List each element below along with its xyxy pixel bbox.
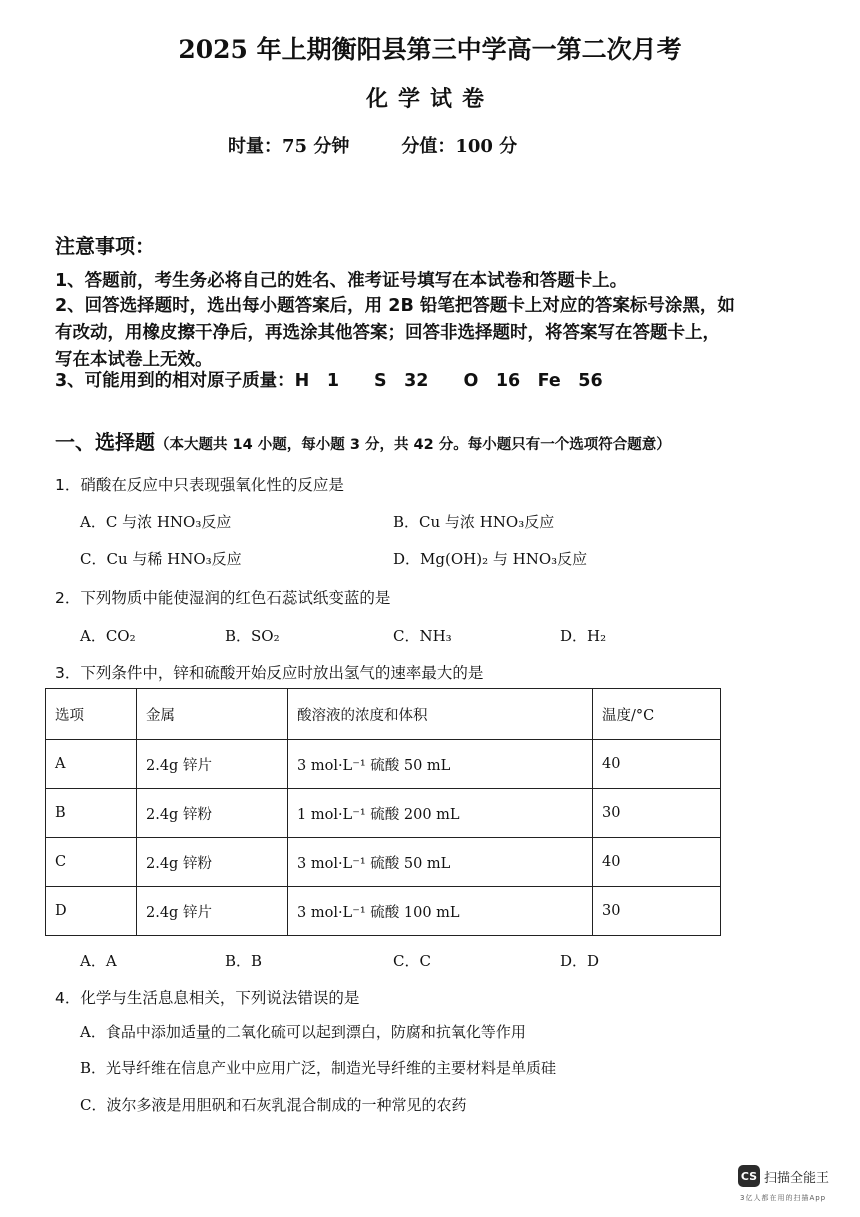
question-2-option-a: A．CO₂ bbox=[80, 627, 136, 645]
table-row bbox=[46, 789, 721, 838]
question-4-option-a: A．食品中添加适量的二氧化硫可以起到漂白，防腐和抗氧化等作用 bbox=[80, 1023, 526, 1041]
question-2-stem: 2．下列物质中能使湿润的红色石蕊试纸变蓝的是 bbox=[55, 589, 391, 607]
table-row bbox=[46, 740, 721, 789]
watermark-tagline: 3亿人都在用的扫描App bbox=[740, 1194, 827, 1202]
question-3-option-d: D．D bbox=[560, 952, 600, 970]
question-3-option-c: C．C bbox=[393, 952, 431, 970]
table-cell: C bbox=[46, 838, 137, 887]
table-cell: 30 bbox=[593, 789, 721, 838]
question-4-stem: 4．化学与生活息息相关，下列说法错误的是 bbox=[55, 989, 360, 1007]
watermark-name: 扫描全能王 bbox=[764, 1170, 830, 1186]
question-3-table bbox=[45, 688, 721, 936]
table-header-row bbox=[46, 689, 721, 740]
notice-item-2: 2、回答选择题时，选出每小题答案后，用 2B 铅笔把答题卡上对应的答案标号涂黑，如有改动，用橡皮擦干净后，再选涂其他答案；回答非选择题时，将答案写在答题卡上，写在本试卷上无效。 bbox=[55, 296, 735, 370]
table-header-cell: 选项 bbox=[46, 689, 137, 740]
table-cell: D bbox=[46, 887, 137, 936]
table-header-cell: 温度/°C bbox=[593, 689, 721, 740]
notice-item-1: 1、答题前，考生务必将自己的姓名、准考证号填写在本试卷和答题卡上。 bbox=[55, 271, 628, 291]
camscanner-logo-icon: CS bbox=[738, 1165, 760, 1187]
table-cell: 2.4g 锌片 bbox=[137, 740, 288, 789]
question-2-option-c: C．NH₃ bbox=[393, 627, 452, 645]
table-cell: 1 mol·L⁻¹ 硫酸 200 mL bbox=[288, 789, 593, 838]
section-description: （本大题共 14 小题，每小题 3 分，共 42 分。每小题只有一个选项符合题意） bbox=[155, 437, 671, 453]
table-row bbox=[46, 887, 721, 936]
question-2-option-d: D．H₂ bbox=[560, 627, 607, 645]
question-3-stem: 3．下列条件中，锌和硫酸开始反应时放出氢气的速率最大的是 bbox=[55, 664, 484, 682]
table-cell: 30 bbox=[593, 887, 721, 936]
table-header-cell: 酸溶液的浓度和体积 bbox=[288, 689, 593, 740]
table-row bbox=[46, 838, 721, 887]
exam-score: 分值：100 分 bbox=[401, 136, 518, 157]
table-header-cell: 金属 bbox=[137, 689, 288, 740]
question-1-option-a: A．C 与浓 HNO₃反应 bbox=[80, 513, 232, 531]
notice-heading: 注意事项： bbox=[55, 234, 155, 258]
scanner-watermark bbox=[738, 1165, 829, 1187]
question-1-option-d: D．Mg(OH)₂ 与 HNO₃反应 bbox=[393, 550, 588, 568]
question-2-option-b: B．SO₂ bbox=[225, 627, 280, 645]
question-4-option-c: C．波尔多液是用胆矾和石灰乳混合制成的一种常见的农药 bbox=[80, 1096, 467, 1114]
question-3-option-b: B．B bbox=[225, 952, 263, 970]
question-1-option-c: C．Cu 与稀 HNO₃反应 bbox=[80, 550, 242, 568]
table-cell: 2.4g 锌粉 bbox=[137, 789, 288, 838]
exam-time: 时量：75 分钟 bbox=[228, 136, 350, 157]
exam-subject: 化学试卷 bbox=[365, 86, 494, 112]
question-3-option-a: A．A bbox=[80, 952, 117, 970]
question-1-stem: 1．硝酸在反应中只表现强氧化性的反应是 bbox=[55, 476, 344, 494]
section-title: 一、选择题 bbox=[55, 430, 155, 454]
table-cell: B bbox=[46, 789, 137, 838]
table-cell: 40 bbox=[593, 838, 721, 887]
table-cell: 3 mol·L⁻¹ 硫酸 100 mL bbox=[288, 887, 593, 936]
table-cell: 2.4g 锌粉 bbox=[137, 838, 288, 887]
exam-meta bbox=[228, 132, 517, 158]
question-4-option-b: B．光导纤维在信息产业中应用广泛，制造光导纤维的主要材料是单质硅 bbox=[80, 1059, 557, 1077]
table-cell: A bbox=[46, 740, 137, 789]
table-cell: 40 bbox=[593, 740, 721, 789]
question-1-option-b: B．Cu 与浓 HNO₃反应 bbox=[393, 513, 555, 531]
table-cell: 3 mol·L⁻¹ 硫酸 50 mL bbox=[288, 740, 593, 789]
table-cell: 3 mol·L⁻¹ 硫酸 50 mL bbox=[288, 838, 593, 887]
notice-item-3: 3、可能用到的相对原子质量：H 1 S 32 O 16 Fe 56 bbox=[55, 371, 603, 391]
exam-title: 2025 年上期衡阳县第三中学高一第二次月考 bbox=[178, 35, 682, 64]
table-cell: 2.4g 锌片 bbox=[137, 887, 288, 936]
section-heading bbox=[55, 426, 671, 455]
